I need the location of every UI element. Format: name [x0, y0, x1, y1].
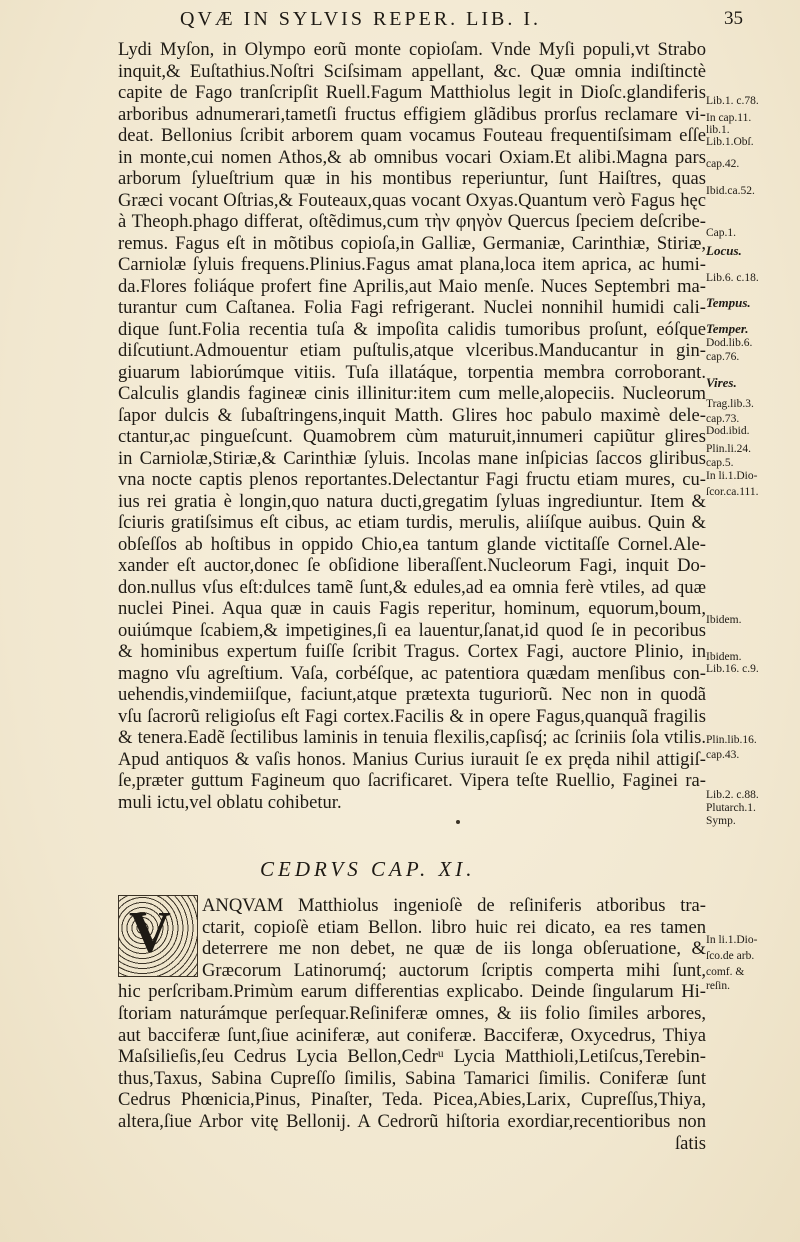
margin-note: Plin.lib.16.	[706, 734, 757, 746]
text-line: capite de Fago tranſcripſit Ruell.Fagum Matthiolus legit in Dioſc.glandiferis	[118, 82, 706, 103]
text-line: remus. Fagus eſt in mõtibus copioſa,in Galliæ, Germaniæ, Carinthiæ, Stiriæ,	[118, 232, 706, 254]
margin-note: ſcor.ca.111.	[706, 486, 759, 498]
margin-note: ſco.de arb.	[706, 950, 755, 962]
text-line: à Theoph.phago differat, oſtẽdimus,cum τὴν φηγὸν Quercus ſpeciem deſcribe-	[118, 211, 706, 232]
text-line: deterrere me non debet, ne quæ de iis longa obſeruatione, &	[202, 938, 706, 960]
margin-note: Cap.1.	[706, 227, 737, 239]
text-line: ſtoriam naturámque perſequar.Reſiniferæ omnes, & iis folio ſimiles arbores,	[118, 1002, 706, 1024]
margin-note: Plin.li.24.	[706, 443, 752, 455]
text-line: inquit,& Euſtathius.Noſtri Sciſsimam appellant, &c. Quæ omnia indiſtinctè	[118, 60, 706, 82]
margin-note: lib.1.	[706, 124, 730, 136]
text-line: vna nocte captis plenos reportantes.Delectantur Fagi fructu etiam mures, cu-	[118, 469, 706, 490]
initial-letter: V	[129, 899, 171, 964]
text-line: turantur cum Caſtanea. Folia Fagi refrigerant. Nuclei nonnihil humidi cali-	[118, 297, 706, 318]
text-line: & tenera.Eadẽ ſectilibus laminis in tenuia flexilis,capſisq́; ac ſcriniis ſola vtilis.	[118, 727, 706, 748]
margin-note: Lib.6. c.18.	[706, 272, 759, 284]
text-line: giuarum labiorúmque vitiis. Tuſa illatáque, torpentia membra corroborant.	[118, 361, 706, 383]
margin-note: Temper.	[706, 321, 749, 336]
chapter-body-text	[118, 895, 706, 1154]
margin-note: Lib.1.Obſ.	[706, 136, 754, 148]
text-line: Græci vocant Oſtrias,& Fouteaux,quas vocant Oxyas.Quantum verò Fagus hęc	[118, 189, 706, 211]
text-line: xander eſt auctor,donec ſe obſidione liberaſſent.Nucleorum Fagi, inquit Do-	[118, 555, 706, 576]
text-line: Cedrus Phœnicia,Pinus, Pinaſter, Teda. Picea,Abies,Larix, Cupreſſus,Thiya,	[118, 1089, 706, 1111]
margin-note: Lib.16. c.9.	[706, 663, 759, 675]
text-line: muli ictu,vel oblatu cohibetur.	[118, 791, 342, 813]
text-line: diſcutiunt.Admouentur etiam puſtulis,atque vlceribus.Manducantur in gin-	[118, 340, 706, 361]
text-line: Lydi Myſon, in Olympo eorũ monte copioſam. Vnde Myſi populi,vt Strabo	[118, 39, 706, 60]
margin-note: Dod.lib.6.	[706, 337, 753, 349]
margin-note: In cap.11.	[706, 112, 752, 124]
text-line: nuclei Pinei. Aqua quæ in cauis Fagis reperitur, hominum, equorum,boum,	[118, 598, 706, 619]
text-line: Carniolæ ſyluis frequens.Plinius.Fagus amat plana,loca item aprica, ac humi-	[118, 254, 706, 275]
text-line: in Carniolæ,Stiriæ,& Carinthiæ ſyluis. Incolas mane inſpicias ſaccos gliribus	[118, 447, 706, 469]
text-line: ANQVAM Matthiolus ingenioſè de reſiniferis atboribus tra-	[202, 895, 706, 916]
margin-note: cap.42.	[706, 158, 740, 170]
margin-note: In li.1.Dio-	[706, 934, 758, 946]
margin-note: In li.1.Dio-	[706, 470, 758, 482]
text-line: don.nullus vſus eſt:dulces tamẽ ſunt,& edules,ad ea omnia ferè vtiles, ad quæ	[118, 576, 706, 598]
ink-dot	[456, 820, 460, 824]
chapter-heading: CEDRVS CAP. XI.	[260, 857, 476, 881]
text-line: in monte,cui nomen Athos,& ab omnibus vocari Oxiam.Et alibi.Magna pars	[118, 146, 706, 168]
margin-note: reſin.	[706, 980, 730, 992]
text-line: Maſsilieſis,ſeu Cedrus Lycia Bellon,Cedrᵘ Lycia Matthioli,Letiſcus,Terebin-	[118, 1046, 706, 1068]
margin-note: Dod.ibid.	[706, 425, 750, 437]
text-line: ſciuris gratiſsimus eſt cibus, ac etiam turdis, merulis, aliíſque auibus. Quin &	[118, 512, 706, 533]
margin-note: cap.5.	[706, 457, 734, 469]
text-line: arborum ſylueſtrium quæ in his montibus reperiuntur, ſunt Haiſtres, quas	[118, 168, 706, 189]
text-line: vſu ſacrorũ religioſus eſt Fagi cortex.Facilis & in opere Fagus,quanquã fragilis	[118, 705, 706, 727]
running-title: QVÆ IN SYLVIS REPER. LIB. I.	[180, 8, 542, 30]
text-line: ius rei gratia è longin,quo natura ducti,gregatim ſyluas ingrediuntur. Item &	[118, 490, 706, 512]
text-line: ſapor dulcis & ſubaſtringens,inquit Matth. Glires hoc pabulo maximè dele-	[118, 404, 706, 426]
margin-note: Tempus.	[706, 295, 751, 310]
margin-note: Vires.	[706, 375, 737, 390]
text-line: aut bacciferæ ſunt,ſiue aciniferæ, aut coniferæ. Bacciferæ, Oxycedrus, Thiya	[118, 1024, 706, 1046]
margin-note: cap.76.	[706, 351, 740, 363]
margin-note: Ibidem.	[706, 651, 742, 663]
text-line: da.Flores foliáque profert fine Aprilis,aut Maio menſe. Nuces Septembri ma-	[118, 275, 706, 297]
text-line: Apud antiquos & vaſis honos. Manius Curius iurauit ſe ex pręda nihil attigiſ-	[118, 748, 706, 770]
margin-note: cap.73.	[706, 413, 740, 425]
page-number: 35	[724, 8, 743, 29]
margin-note: cap.43.	[706, 749, 740, 761]
margin-note: Plutarch.1.	[706, 802, 756, 814]
text-line: ſe,præter guttum Fagineum quo ſacrificaret. Vipera teſte Ruellio, Faginei ra-	[118, 770, 706, 791]
margin-note: Trag.lib.3.	[706, 398, 754, 410]
text-line: arboribus adnumerari,tametſi fructus effigiem glãdibus prorſus reclamare vi-	[118, 103, 706, 125]
text-line: uehendis,vindemiiſque, faciunt,atque prætexta tuguriorũ. Nec non in quodã	[118, 684, 706, 705]
text-line: ſatis	[675, 1132, 706, 1154]
text-line: thus,Taxus, Sabina Cupreſſo ſimilis, Sabina Tamarici ſimilis. Coniferæ ſunt	[118, 1067, 706, 1089]
text-line: altera,ſiue Arbor vitę Bellonij. A Cedrorũ hiſtoria exordiar,recentioribus non	[118, 1110, 706, 1132]
margin-note: comf. &	[706, 966, 745, 978]
text-line: hic perſcribam.Primùm earum differentias explicabo. Deinde ſingularum Hi-	[118, 981, 706, 1003]
text-line: ctantur,ac pingueſcunt. Quamobrem cùm maturuit,innumeri capiũtur glires	[118, 426, 706, 447]
margin-note: Ibidem.	[706, 614, 742, 626]
text-line: magno vſu agreſtium. Vaſa, corbéſque, ac patentiora quædam menſibus con-	[118, 662, 706, 684]
text-line: dique ſunt.Folia recentia tuſa & impoſita calidis tumoribus proſunt, eóſque	[118, 318, 706, 340]
text-line: ctarit, copioſè etiam Bellon. libro huic rei dicato, ea res tamen	[202, 916, 706, 938]
text-line: deat. Bellonius ſcribit arborem quam vocamus Fouteau frequentiſsimam eſſe	[118, 125, 706, 146]
text-line: obſeſſos ab hoſtibus in oppido Chio,ea tantum glande victitaſſe Cornel.Ale-	[118, 533, 706, 555]
margin-note: Symp.	[706, 815, 736, 827]
main-body-text	[118, 39, 706, 813]
text-line: ouiúmque ſcabiem,& impetigines,ſi ea lauentur,ſanat,id quod ſe in pecoribus	[118, 619, 706, 641]
margin-note: Locus.	[706, 243, 742, 258]
margin-note: Ibid.ca.52.	[706, 185, 755, 197]
margin-note: Lib.2. c.88.	[706, 789, 759, 801]
text-line: & hominibus expertum fuiſſe ſcribit Tragus. Cortex Fagi, auctore Plinio, in	[118, 641, 706, 662]
text-line: Calculis glandis fagineæ cinis illinitur:item cum melle,alopeciis. Nucleorum	[118, 383, 706, 404]
text-line: Græcorum Latinorumq́; auctorum ſcriptis comperta mihi ſunt,	[202, 959, 706, 981]
margin-note: Lib.1. c.78.	[706, 95, 759, 107]
